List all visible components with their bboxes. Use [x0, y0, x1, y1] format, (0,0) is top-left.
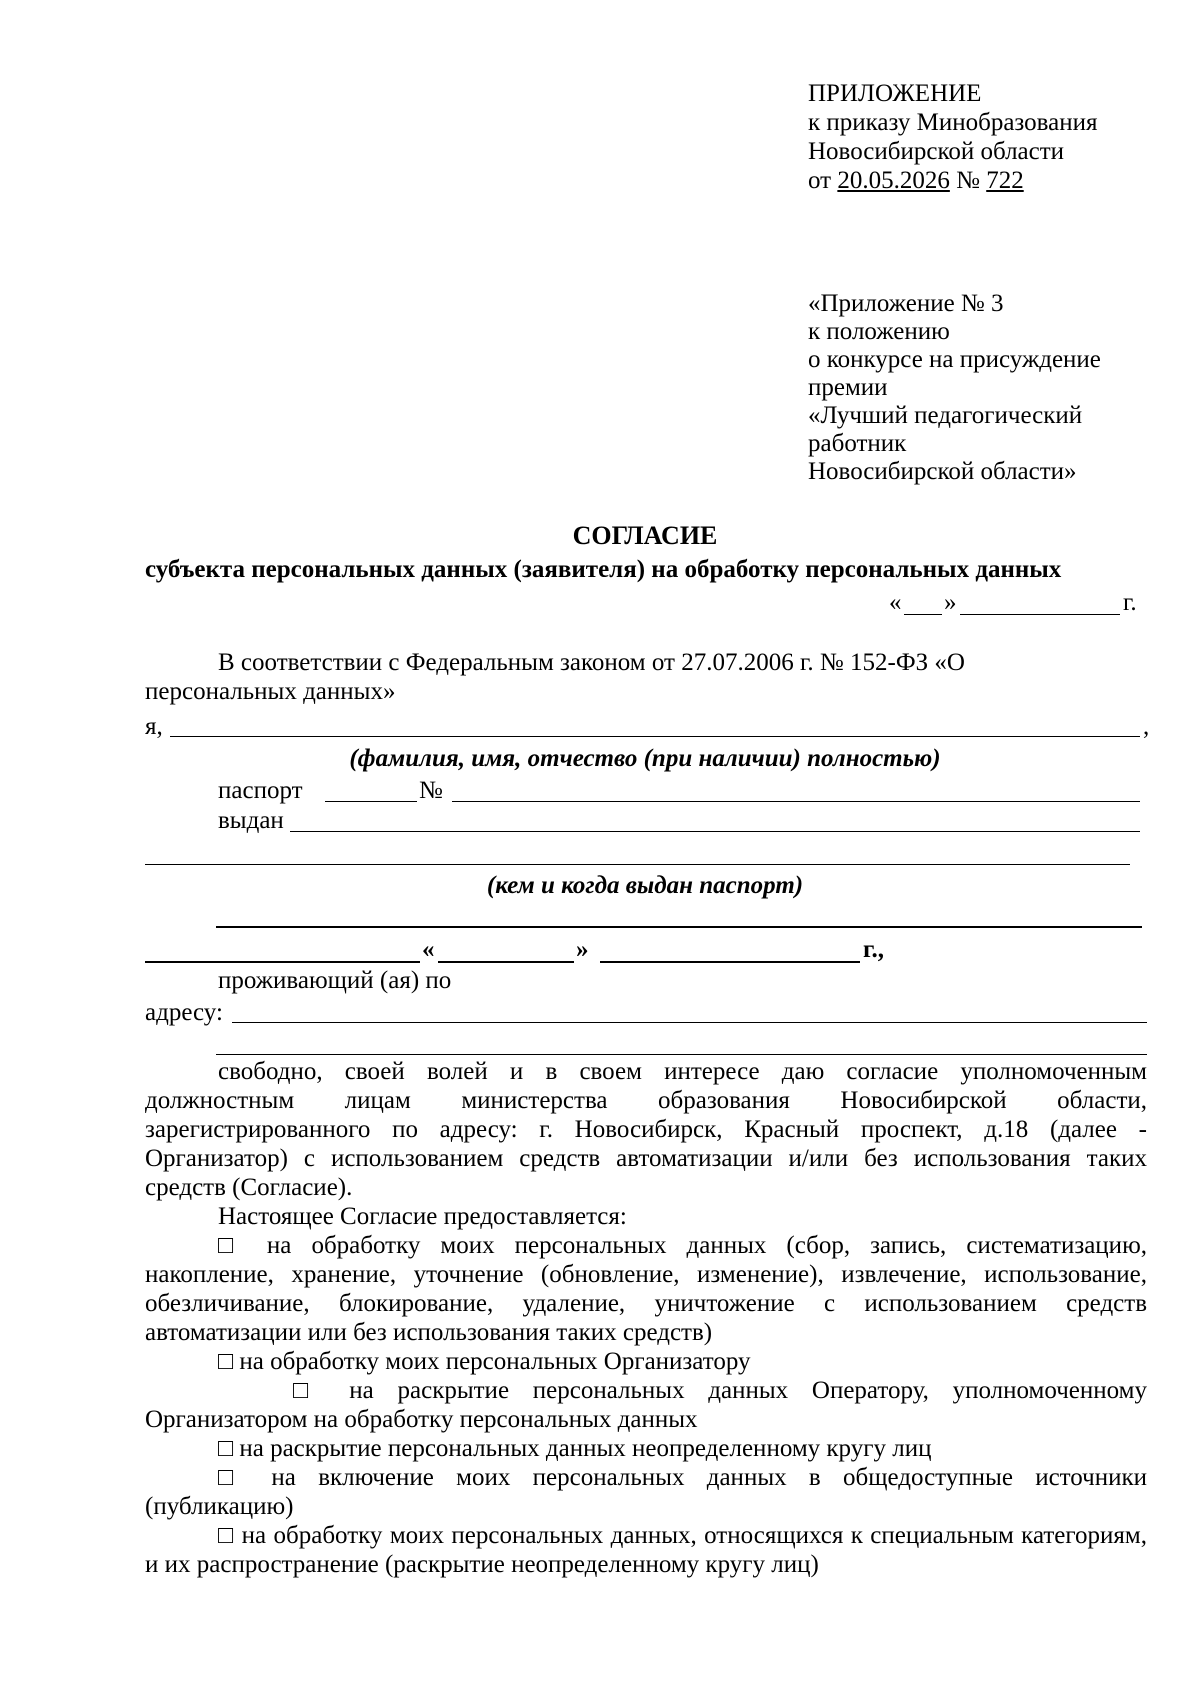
attachment-line: «Приложение № 3: [808, 290, 1004, 317]
issued-continuation-line[interactable]: [145, 864, 1130, 865]
address-input-line[interactable]: [232, 1022, 1147, 1023]
address-label: адресу:: [145, 999, 223, 1026]
fio-input-line[interactable]: [170, 736, 1140, 737]
consent-item: □ на раскрытие персональных данных Оператору, уполномоченному Организатором на обработку персональных данных: [145, 1377, 1147, 1433]
fio-comma: ,: [1143, 713, 1150, 740]
passport-number-label: №: [419, 777, 443, 804]
consent-provided-label: Настоящее Согласие предоставляется:: [218, 1203, 627, 1230]
appendix-number: 722: [986, 167, 1024, 194]
i-label: я,: [145, 713, 163, 740]
law-reference-cont: персональных данных»: [145, 678, 396, 705]
consent-item: □ на раскрытие персональных данных неопределенному кругу лиц: [218, 1435, 932, 1462]
attachment-line: о конкурсе на присуждение: [808, 346, 1101, 373]
address-continuation-line[interactable]: [216, 1054, 1147, 1055]
date-year-suffix: г.: [1123, 589, 1137, 616]
document-title: СОГЛАСИЕ: [572, 521, 718, 550]
issue-date-year: г.,: [863, 936, 885, 963]
appendix-title: ПРИЛОЖЕНИЕ: [808, 80, 982, 107]
law-reference: В соответствии с Федеральным законом от 27.07.2006 г. № 152-ФЗ «О: [218, 649, 965, 676]
attachment-block: [808, 290, 1101, 486]
attachment-line: работник: [808, 430, 907, 457]
attachment-line: Новосибирской области»: [808, 458, 1077, 485]
passport-series-line[interactable]: [325, 801, 417, 802]
consent-item: □ на включение моих персональных данных в общедоступные источники (публикацию): [145, 1464, 1147, 1520]
consent-item: □ на обработку моих персональных Организатору: [218, 1348, 751, 1375]
appendix-date-line: от 20.05.2026 № 722: [808, 167, 1024, 194]
passport-label: паспорт: [218, 777, 303, 804]
issued-label: выдан: [218, 807, 284, 834]
consent-body: [145, 1057, 1147, 1579]
attachment-line: к положению: [808, 318, 950, 345]
appendix-order-line: к приказу Минобразования: [808, 109, 1098, 136]
document-subtitle: субъекта персональных данных (заявителя) на обработку персональных данных: [145, 556, 1062, 583]
attachment-line: «Лучший педагогический: [808, 402, 1083, 429]
appendix-date: 20.05.2026: [837, 167, 950, 194]
issue-day-line[interactable]: [438, 961, 574, 963]
fio-hint: (фамилия, имя, отчество (при наличии) полностью): [349, 745, 941, 772]
consent-item: □ на обработку моих персональных данных, относящихся к специальным категориям, и их распространение (раскрытие неопределенному кругу лиц): [145, 1522, 1147, 1578]
consent-item: □ на обработку моих персональных данных (сбор, запись, систематизацию, накопление, хранение, уточнение (обновление, изменение), извлечение, использование, обезличивание, блокирование, удаление, уничтожение с использованием средств автоматизации или без использования таких средств): [145, 1232, 1147, 1346]
appendix-block: [808, 79, 1097, 195]
issue-place-line[interactable]: [145, 961, 420, 963]
issue-date-close: »: [576, 936, 589, 963]
passport-number-line[interactable]: [452, 801, 1140, 802]
issue-date-open: «: [422, 936, 435, 963]
issued-hint: (кем и когда выдан паспорт): [486, 872, 804, 899]
consent-paragraph: должностным лицам министерства образования Новосибирской области, зарегистрированного по адресу: г. Новосибирск, Красный проспект, д.18 (далее - Организатор) с использованием средств автоматизации и/или без использования таких средств (Согласие).: [145, 1087, 1147, 1201]
residing-label: проживающий (ая) по: [218, 967, 452, 994]
issued-extra-line[interactable]: [216, 926, 1142, 928]
date-close-quote: »: [944, 589, 957, 616]
date-month-blank[interactable]: [960, 614, 1120, 615]
issued-input-line[interactable]: [290, 831, 1140, 832]
date-open-quote: «: [889, 589, 902, 616]
date-day-blank[interactable]: [904, 614, 942, 615]
consent-paragraph-first-line: свободно, своей волей и в своем интересе даю согласие уполномоченным: [218, 1058, 1147, 1085]
attachment-line: премии: [808, 374, 888, 401]
issue-month-line[interactable]: [600, 961, 860, 963]
appendix-region-line: Новосибирской области: [808, 138, 1065, 165]
